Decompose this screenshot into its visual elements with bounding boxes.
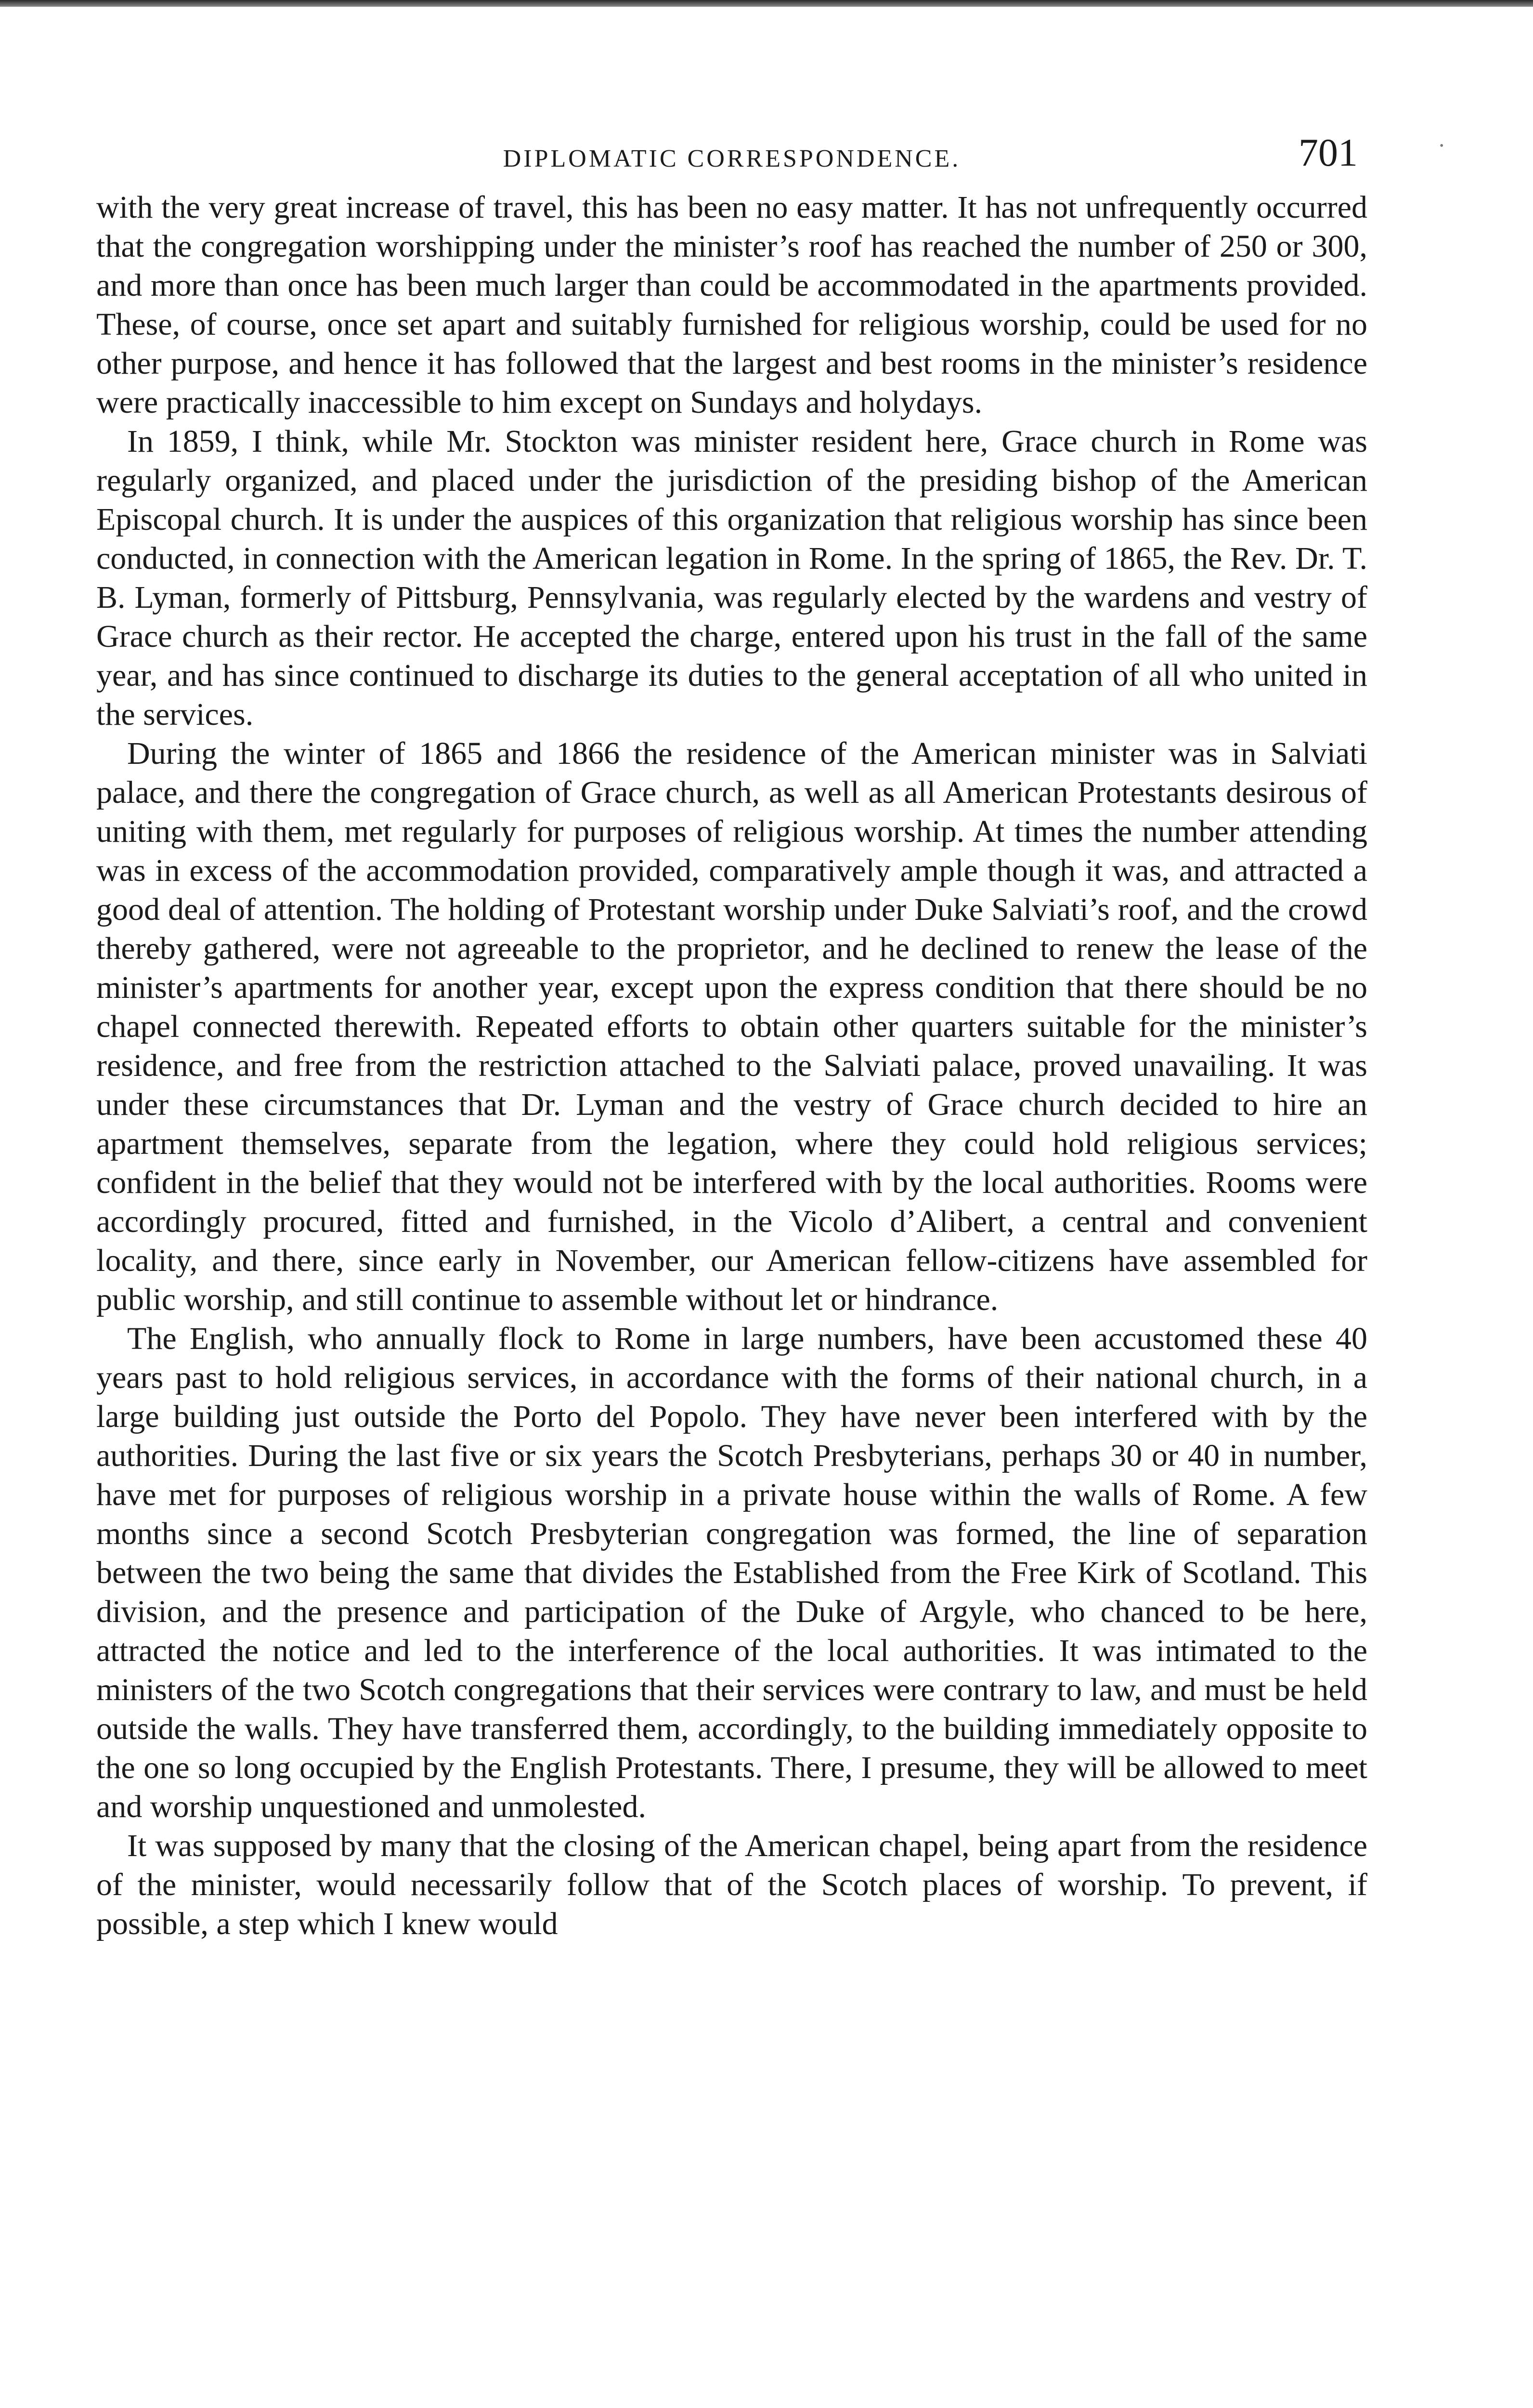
stray-ink-mark: • — [1440, 140, 1444, 152]
paragraph: with the very great increase of travel, this has been no easy matter. It has not unfrequently occurred that the congregation worshipping under the minister’s roof has reached the number of 250 or 300, and more than once has been much larger than could be accommodated in the apartments provided. These, of course, once set apart and suitably furnished for religious worship, could be used for no other purpose, and hence it has followed that the largest and best rooms in the minister’s residence were practically inaccessible to him except on Sundays and holydays. — [96, 190, 1367, 420]
paragraph: In 1859, I think, while Mr. Stockton was minister resident here, Grace church in Rome was regularly organized, and placed under the jurisdiction of the presiding bishop of the American Episcopal church. It is under the auspices of this organization that religious worship has since been conducted, in connection with the American legation in Rome. In the spring of 1865, the Rev. Dr. T. B. Lyman, formerly of Pittsburg, Pennsylvania, was regularly elected by the wardens and vestry of Grace church as their rector. He accepted the charge, entered upon his trust in the fall of the same year, and has since continued to discharge its duties to the general acceptation of all who united in the services. — [96, 424, 1367, 732]
running-head — [96, 125, 1367, 183]
body-text — [96, 188, 1367, 1943]
paragraph: The English, who annually flock to Rome in large numbers, have been accustomed these 40 years past to hold religious services, in accordance with the forms of their national church, in a large building just outside the Porto del Popolo. They have never been interfered with by the authorities. During the last five or six years the Scotch Presbyterians, perhaps 30 or 40 in number, have met for purposes of religious worship in a private house within the walls of Rome. A few months since a second Scotch Presbyterian congregation was formed, the line of separation between the two being the same that divides the Established from the Free Kirk of Scotland. This division, and the presence and participation of the Duke of Argyle, who chanced to be here, attracted the notice and led to the interference of the local authorities. It was intimated to the ministers of the two Scotch congregations that their services were contrary to law, and must be held outside the walls. They have transferred them, accordingly, to the building immediately opposite to the one so long occupied by the English Protestants. There, I presume, they will be allowed to meet and worship unquestioned and unmolested. — [96, 1321, 1367, 1824]
document-page — [96, 125, 1367, 1943]
page-top-edge — [0, 0, 1533, 7]
page-number: 701 — [1299, 131, 1358, 174]
paragraph: During the winter of 1865 and 1866 the residence of the American minister was in Salviati palace, and there the congregation of Grace church, as well as all American Protestants desirous of uniting with them, met regularly for purposes of religious worship. At times the number attending was in excess of the accommodation provided, comparatively ample though it was, and attracted a good deal of attention. The holding of Protestant worship under Duke Salviati’s roof, and the crowd thereby gathered, were not agreeable to the proprietor, and he declined to renew the lease of the minister’s apartments for another year, except upon the express condition that there should be no chapel connected therewith. Repeated efforts to obtain other quarters suitable for the minister’s residence, and free from the restriction attached to the Salviati palace, proved unavailing. It was under these circumstances that Dr. Lyman and the vestry of Grace church decided to hire an apartment themselves, separate from the legation, where they could hold religious services; confident in the belief that they would not be interfered with by the local authorities. Rooms were accordingly procured, fitted and furnished, in the Vicolo d’Alibert, a central and convenient locality, and there, since early in November, our American fellow-citizens have assembled for public worship, and still continue to assemble without let or hindrance. — [96, 736, 1367, 1317]
running-title: DIPLOMATIC CORRESPONDENCE. — [503, 145, 961, 172]
paragraph: It was supposed by many that the closing of the American chapel, being apart from the residence of the minister, would necessarily follow that of the Scotch places of worship. To prevent, if possible, a step which I knew would — [96, 1828, 1367, 1941]
